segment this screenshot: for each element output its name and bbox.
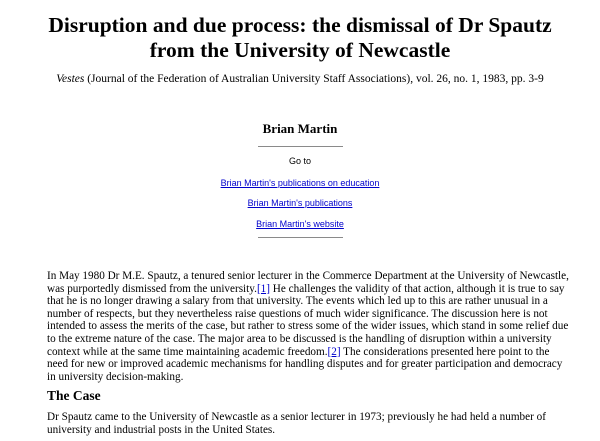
nav-link-row xyxy=(0,197,600,209)
author-name: Brian Martin xyxy=(262,121,338,136)
divider-bottom xyxy=(258,237,343,238)
link-publications[interactable]: Brian Martin's publications xyxy=(247,198,353,208)
link-publications-education[interactable]: Brian Martin's publications on education xyxy=(220,178,380,188)
goto-label: Go to xyxy=(288,156,311,166)
page-title: Disruption and due process: the dismissal of Dr Spautz from the University of Newcastle xyxy=(48,13,552,62)
footnote-link-2[interactable]: [2] xyxy=(327,345,341,358)
nav-link-row xyxy=(0,218,600,230)
citation-journal: Vestes xyxy=(56,73,85,85)
intro-text-3: The considerations presented here point to the need for new or improved academic mechanisms for handling disputes and for greater participation and democracy in university decision-making. xyxy=(47,345,563,383)
divider-top xyxy=(258,146,343,147)
case-paragraph: Dr Spautz came to the University of Newcastle as a senior lecturer in 1973; previously he had held a number of university and industrial posts in the United States. xyxy=(47,411,546,436)
citation xyxy=(20,72,580,87)
citation-details: (Journal of the Federation of Australian University Staff Associations), vol. 26, no. 1, 1983, pp. 3-9 xyxy=(84,73,544,85)
intro-text-1: In May 1980 Dr M.E. Spautz, a tenured senior lecturer in the Commerce Department at the University of Newcastle, was purportedly dismissed from the university. xyxy=(47,270,569,295)
footnote-link-1[interactable]: [1] xyxy=(256,282,270,295)
link-website[interactable]: Brian Martin's website xyxy=(256,219,344,229)
intro-text-2: He challenges the validity of that action, although it is true to say that he is no longer drawing a salary from that university. The events which led up to this are rather unusual in a number of respects, but they nevertheless raise questions of much wider significance. The discussion here is not intended to assess the merits of the case, but rather to stress some of the wider issues, which stand in some relief due to the extreme nature of the case. The major area to be discussed is the handling of disruption within a university context while at the same time maintaining academic freedom. xyxy=(47,282,569,358)
section-heading: The Case xyxy=(47,388,101,403)
nav-link-row xyxy=(0,177,600,189)
intro-paragraph xyxy=(47,270,571,383)
